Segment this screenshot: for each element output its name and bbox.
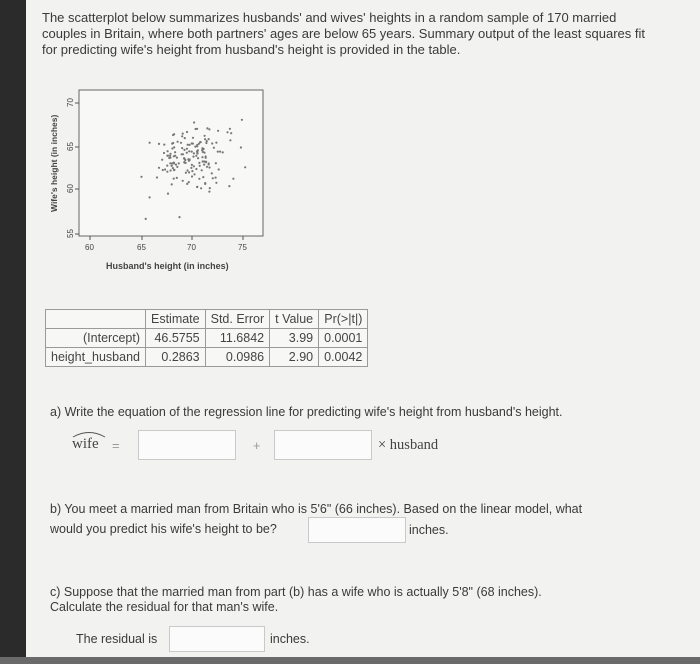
scatter-point <box>215 162 217 164</box>
scatter-point <box>173 169 175 171</box>
scatter-point <box>183 149 185 151</box>
scatter-point <box>166 165 168 167</box>
scatter-point <box>145 218 147 220</box>
scatter-point <box>217 130 219 132</box>
part-b-question-line2: would you predict his wife's height to be? <box>50 522 277 536</box>
scatter-point <box>186 148 188 150</box>
scatter-point <box>167 155 169 157</box>
scatter-point <box>176 157 178 159</box>
x-axis-ticks <box>85 236 247 252</box>
x-axis-label: Husband's height (in inches) <box>106 261 229 271</box>
scatter-point <box>171 183 173 185</box>
scatter-point <box>226 131 228 133</box>
scatter-point <box>201 169 203 171</box>
scatter-point <box>195 168 197 170</box>
scatter-point <box>181 135 183 137</box>
scatter-point <box>171 143 173 145</box>
scatter-point <box>198 178 200 180</box>
scatter-point <box>193 173 195 175</box>
scatter-point <box>204 135 206 137</box>
scatter-point <box>192 156 194 158</box>
scatter-point <box>201 156 203 158</box>
scatter-point <box>193 152 195 154</box>
part-c-question-line1: c) Suppose that the married man from part (b) has a wife who is actually 5'8" (68 inches). <box>50 585 542 599</box>
scatter-point <box>212 177 214 179</box>
scatter-point <box>186 183 188 185</box>
scatter-point <box>215 182 217 184</box>
scatter-point <box>195 128 197 130</box>
times-husband-label: × husband <box>378 437 439 453</box>
table-cell: 2.90 <box>270 348 319 367</box>
scatter-point <box>174 151 176 153</box>
scatter-point <box>177 141 179 143</box>
scatterplot <box>46 88 276 278</box>
intercept-input[interactable] <box>138 430 236 460</box>
scatter-point <box>185 172 187 174</box>
y-tick-label: 55 <box>66 229 75 238</box>
scatter-point <box>166 171 168 173</box>
x-tick-label: 70 <box>187 243 196 252</box>
scatter-point <box>215 142 217 144</box>
scatter-point <box>180 142 182 144</box>
scatter-point <box>205 142 207 144</box>
y-axis-label: Wife's height (in inches) <box>49 114 59 212</box>
scatter-point <box>196 151 198 153</box>
scatter-point <box>196 144 198 146</box>
part-c-unit: inches. <box>270 632 310 646</box>
scatter-point <box>163 144 165 146</box>
scatter-point <box>164 168 166 170</box>
scatter-point <box>173 155 175 157</box>
scatter-point <box>198 162 200 164</box>
scatter-point <box>183 157 185 159</box>
scatter-point <box>169 153 171 155</box>
x-tick-label: 60 <box>85 243 94 252</box>
scatter-point <box>208 163 210 165</box>
scatter-point <box>201 147 203 149</box>
scatter-point <box>168 157 170 159</box>
scatter-point <box>162 169 164 171</box>
residual-label: The residual is <box>76 632 158 646</box>
scatter-point <box>230 132 232 134</box>
row-label: height_husband <box>46 348 146 367</box>
scatter-point <box>240 146 242 148</box>
scatter-point <box>201 149 203 151</box>
scatter-point <box>229 128 231 130</box>
scatter-point <box>181 147 183 149</box>
scatter-point <box>186 169 188 171</box>
plus-sign: + <box>253 439 261 453</box>
scatter-point <box>218 168 220 170</box>
scatter-point <box>158 167 160 169</box>
scatter-point <box>175 164 177 166</box>
scatter-point <box>190 167 192 169</box>
scatter-point <box>170 169 172 171</box>
scatter-point <box>211 172 213 174</box>
table-cell: 0.0042 <box>319 348 368 367</box>
scatter-point <box>209 187 211 189</box>
scatter-point <box>199 165 201 167</box>
table-row <box>46 348 368 367</box>
regression-table <box>45 309 368 367</box>
scatter-point <box>203 164 205 166</box>
scatter-point <box>188 150 190 152</box>
scatter-point <box>241 119 243 121</box>
scatter-point <box>176 177 178 179</box>
scatter-point <box>186 131 188 133</box>
scatter-point <box>191 151 193 153</box>
scatter-point <box>205 161 207 163</box>
scatter-point <box>171 165 173 167</box>
table-cell: 46.5755 <box>145 329 205 348</box>
table-cell: 11.6842 <box>205 329 270 348</box>
table-cell: 3.99 <box>270 329 319 348</box>
scatter-point <box>196 186 198 188</box>
scatter-point <box>185 162 187 164</box>
scatter-point <box>191 175 193 177</box>
scatter-point <box>140 176 142 178</box>
residual-input[interactable] <box>169 626 265 652</box>
scatter-point <box>208 128 210 130</box>
scatter-point <box>219 151 221 153</box>
table-header: t Value <box>270 310 319 329</box>
scatter-point <box>188 181 190 183</box>
scatter-point <box>206 166 208 168</box>
scatter-point <box>202 176 204 178</box>
scatter-point <box>206 140 208 142</box>
y-tick-label: 65 <box>66 142 75 151</box>
scatter-point <box>173 133 175 135</box>
scatter-point <box>203 152 205 154</box>
scatter-point <box>194 146 196 148</box>
scatter-point <box>184 137 186 139</box>
scatter-point <box>173 146 175 148</box>
part-c-question-line2: Calculate the residual for that man's wife. <box>50 600 279 614</box>
scatter-point <box>173 178 175 180</box>
scatter-point <box>204 138 206 140</box>
slope-input[interactable] <box>274 430 372 460</box>
scatter-point <box>188 171 190 173</box>
scatter-point <box>163 152 165 154</box>
scatter-point <box>232 178 234 180</box>
scatter-point <box>182 133 184 135</box>
predicted-height-input[interactable] <box>308 517 406 543</box>
x-tick-label: 75 <box>238 243 247 252</box>
table-cell: 0.0001 <box>319 329 368 348</box>
scatter-point <box>176 166 178 168</box>
scatter-point <box>197 157 199 159</box>
scatter-point <box>158 143 160 145</box>
scatter-point <box>186 152 188 154</box>
scatter-point <box>200 141 202 143</box>
scatter-point <box>191 164 193 166</box>
x-tick-label: 65 <box>137 243 146 252</box>
scatter-point <box>156 176 158 178</box>
scatter-point <box>217 151 219 153</box>
y-axis-ticks <box>66 98 79 238</box>
bottom-edge <box>0 657 700 664</box>
scatter-point <box>167 150 169 152</box>
row-label: (Intercept) <box>46 329 146 348</box>
problem-intro: The scatterplot below summarizes husbands' and wives' heights in a random sample of 170 married couples in Britain, where both partners' ages are below 65 years. Summary output of the least squares fit for predicting wife's height from husband's height is provided in the table. <box>42 10 645 57</box>
scatter-point <box>172 167 174 169</box>
scatter-point <box>228 185 230 187</box>
scatter-point <box>169 162 171 164</box>
scatter-point <box>182 180 184 182</box>
table-row <box>46 329 368 348</box>
scatter-point <box>208 166 210 168</box>
scatter-point <box>171 162 173 164</box>
scatter-point <box>204 183 206 185</box>
wife-hat-label: wife <box>72 436 99 452</box>
y-tick-label: 60 <box>66 184 75 193</box>
scatter-point <box>178 162 180 164</box>
part-a-question: a) Write the equation of the regression line for predicting wife's height from husband's height. <box>50 405 563 419</box>
scatter-point <box>178 216 180 218</box>
part-b-unit: inches. <box>409 523 449 537</box>
table-header-row <box>46 310 368 329</box>
scatter-point <box>195 155 197 157</box>
table-header: Std. Error <box>205 310 270 329</box>
equals-sign: = <box>112 438 120 453</box>
scatter-point <box>229 139 231 141</box>
scatter-point <box>213 147 215 149</box>
table-header: Pr(>|t|) <box>319 310 368 329</box>
table-header <box>46 310 146 329</box>
scatter-point <box>244 166 246 168</box>
worksheet-page <box>26 0 700 657</box>
scatter-point <box>161 159 163 161</box>
scatter-point <box>222 151 224 153</box>
scatter-point <box>191 170 193 172</box>
scatter-point <box>167 193 169 195</box>
scatter-point <box>215 177 217 179</box>
scatter-point <box>149 142 151 144</box>
scatter-point <box>211 142 213 144</box>
scatter-point <box>208 191 210 193</box>
scatter-point <box>191 142 193 144</box>
scatter-point <box>189 159 191 161</box>
table-cell: 0.0986 <box>205 348 270 367</box>
y-tick-label: 70 <box>66 98 75 107</box>
scatter-point <box>193 121 195 123</box>
scatter-point <box>193 165 195 167</box>
scatter-point <box>208 138 210 140</box>
scatter-point <box>202 160 204 162</box>
table-header: Estimate <box>145 310 205 329</box>
part-b-question-line1: b) You meet a married man from Britain who is 5'6" (66 inches). Based on the linear model, what <box>50 502 583 516</box>
scatter-point <box>206 127 208 129</box>
table-cell: 0.2863 <box>145 348 205 367</box>
scatter-point <box>149 196 151 198</box>
scatter-point <box>200 187 202 189</box>
scatter-point <box>181 153 183 155</box>
scatter-point <box>205 157 207 159</box>
scatter-point <box>188 144 190 146</box>
scatter-point <box>192 137 194 139</box>
